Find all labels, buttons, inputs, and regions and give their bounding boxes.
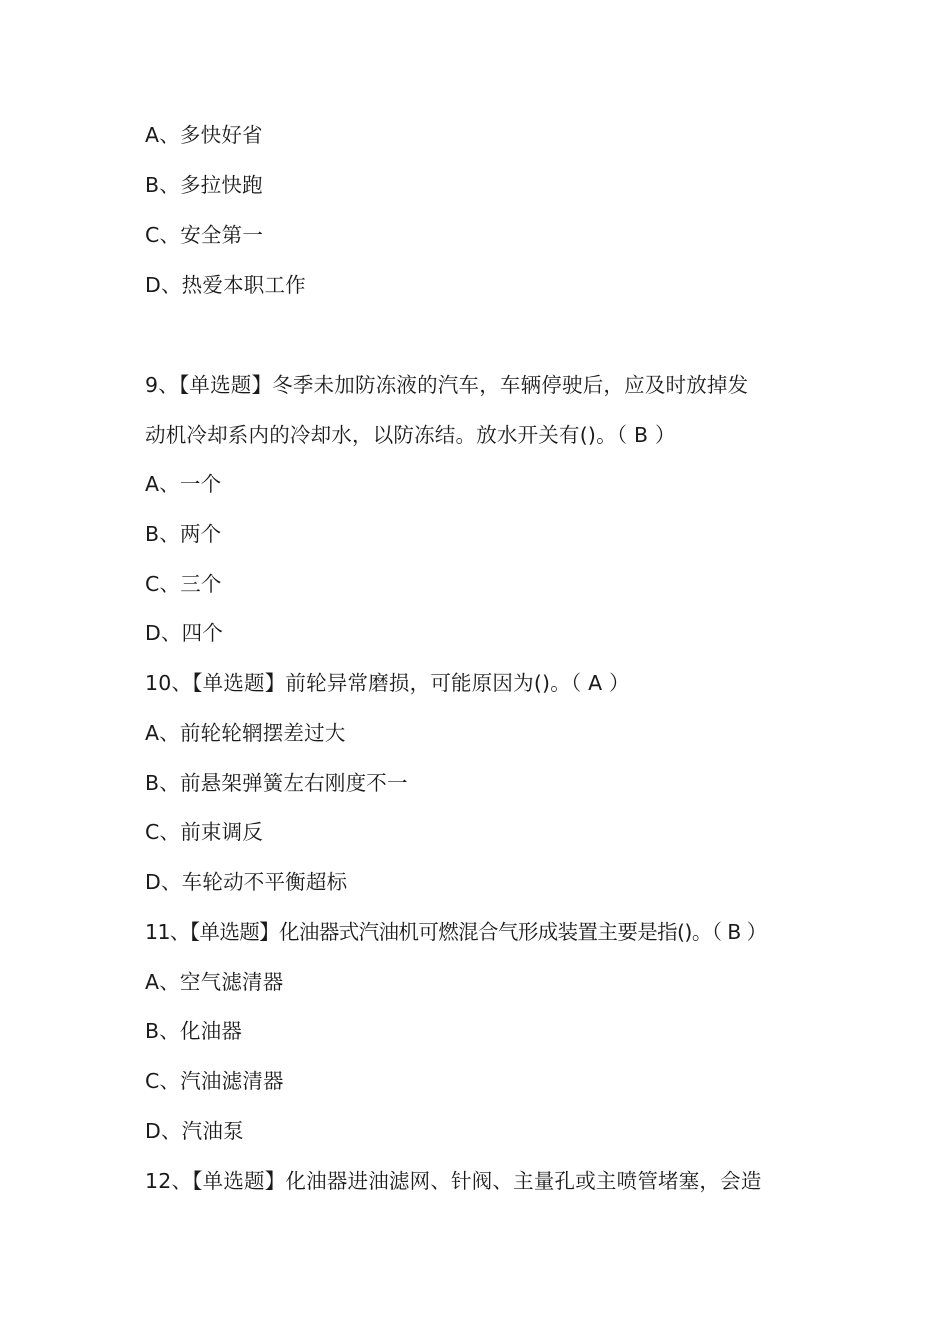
prev-option-c: C、安全第一	[145, 223, 264, 247]
prev-option-a: A、多快好省	[145, 123, 263, 147]
question-10-line-1: 10、【单选题】前轮异常磨损，可能原因为()。（ A ）	[145, 671, 630, 695]
q10-option-b: B、前悬架弹簧左右刚度不一	[145, 771, 408, 795]
question-9-line-1: 9、【单选题】冬季未加防冻液的汽车，车辆停驶后，应及时放掉发	[145, 373, 749, 397]
question-9-line-2: 动机冷却系内的冷却水，以防冻结。放水开关有()。（ B ）	[145, 423, 676, 447]
prev-option-b: B、多拉快跑	[145, 173, 263, 197]
q11-option-a: A、空气滤清器	[145, 970, 284, 994]
q11-option-d: D、汽油泵	[145, 1119, 244, 1143]
q10-option-a: A、前轮轮辋摆差过大	[145, 721, 346, 745]
q9-option-b: B、两个	[145, 522, 222, 546]
q10-option-d: D、车轮动不平衡超标	[145, 870, 348, 894]
q9-option-c: C、三个	[145, 572, 222, 596]
q9-option-a: A、一个	[145, 472, 222, 496]
q9-option-d: D、四个	[145, 621, 224, 645]
q10-option-c: C、前束调反	[145, 820, 264, 844]
question-11-line-1: 11、【单选题】化油器式汽油机可燃混合气形成装置主要是指()。（ B ）	[145, 920, 767, 944]
q11-option-c: C、汽油滤清器	[145, 1069, 284, 1093]
prev-option-d: D、热爱本职工作	[145, 273, 306, 297]
question-12-line-1: 12、【单选题】化油器进油滤网、针阀、主量孔或主喷管堵塞，会造	[145, 1169, 762, 1193]
q11-option-b: B、化油器	[145, 1019, 243, 1043]
